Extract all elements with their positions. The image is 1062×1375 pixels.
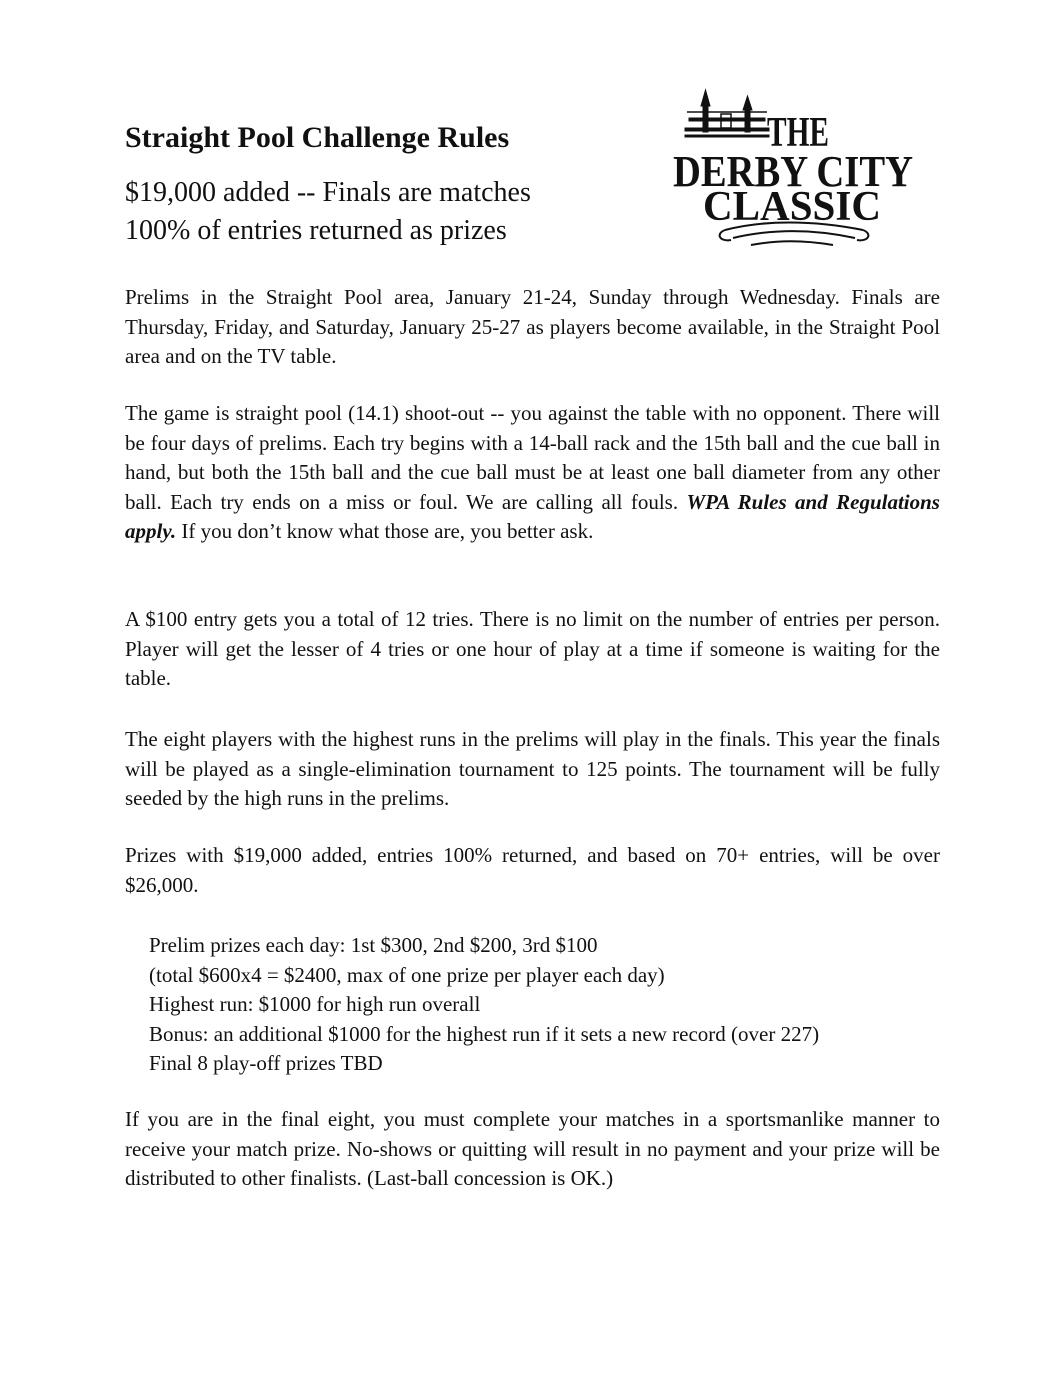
game-rules-text-end: If you don’t know what those are, you better ask. bbox=[176, 519, 594, 544]
paragraph-prizes-intro: Prizes with $19,000 added, entries 100% returned, and based on 70+ entries, will be over $26,000. bbox=[125, 843, 940, 897]
paragraph-conduct: If you are in the final eight, you must complete your matches in a sportsmanlike manner to receive your match prize. No-shows or quitting will result in no payment and your prize will be distributed to other finalists. (Last-ball concession is OK.) bbox=[125, 1107, 940, 1191]
prize-list bbox=[149, 931, 819, 1079]
prize-item: Highest run: $1000 for high run overall bbox=[149, 992, 481, 1017]
prize-item: Final 8 play-off prizes TBD bbox=[149, 1051, 383, 1076]
steeple-icon bbox=[685, 90, 769, 137]
game-rules-text: The game is straight pool (14.1) shoot-out -- you against the table with no opponent. There will be four days of prelims. Each try begins with a 14-ball rack and the 15th ball and the cue ball in hand, but both the 15th ball and the cue ball must be at least one ball diameter from any other ball. Each try ends on a miss or foul. We are calling all fouls. bbox=[125, 401, 940, 514]
wpa-rules-emphasis: WPA Rules and Regulations apply. bbox=[125, 489, 940, 544]
prize-item: Prelim prizes each day: 1st $300, 2nd $200, 3rd $100 bbox=[149, 933, 598, 957]
logo-text-the: THE bbox=[767, 110, 829, 156]
paragraph-schedule: Prelims in the Straight Pool area, January 21-24, Sunday through Wednesday. Finals are Thursday, Friday, and Saturday, January 25-27 as players become available, in the Straight Pool area and on the TV table. bbox=[125, 285, 940, 369]
paragraph-entry: A $100 entry gets you a total of 12 tries. There is no limit on the number of entries per person. Player will get the lesser of 4 tries or one hour of play at a time if someone is waiting for the table. bbox=[125, 607, 940, 691]
prize-item: Bonus: an additional $1000 for the highest run if it sets a new record (over 227) bbox=[149, 1021, 820, 1046]
paragraph-finals: The eight players with the highest runs in the prelims will play in the finals. This year the finals will be played as a single-elimination tournament to 125 points. The tournament will be fully seeded by the high runs in the prelims. bbox=[125, 727, 940, 811]
page-title: Straight Pool Challenge Rules bbox=[125, 121, 510, 154]
paragraph-game-rules bbox=[125, 399, 940, 547]
subtitle-prize-money: $19,000 added -- Finals are matches bbox=[125, 177, 531, 208]
logo-text-derby-city: DERBY CITY bbox=[673, 147, 913, 196]
prize-item: (total $600x4 = $2400, max of one prize per player each day) bbox=[149, 962, 665, 987]
subtitle-entries-returned: 100% of entries returned as prizes bbox=[125, 215, 507, 246]
logo-text-classic: CLASSIC bbox=[703, 184, 881, 230]
derby-city-classic-logo bbox=[663, 88, 921, 256]
